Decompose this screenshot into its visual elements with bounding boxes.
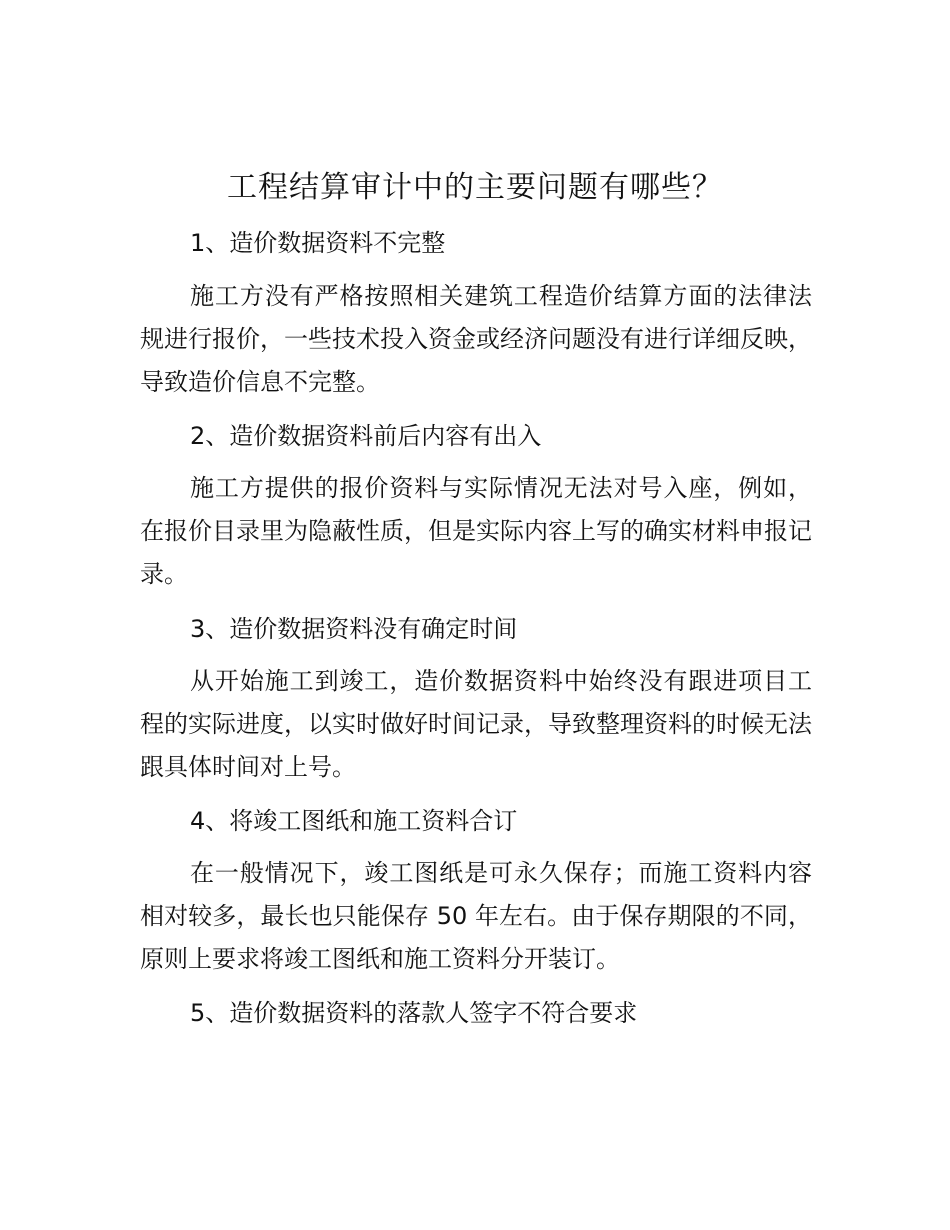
section-heading-1: 1、造价数据资料不完整 bbox=[190, 229, 446, 257]
section-heading-4: 4、将竣工图纸和施工资料合订 bbox=[190, 807, 518, 835]
document-title: 工程结算审计中的主要问题有哪些？ bbox=[227, 170, 723, 205]
section-paragraph-2: 施工方提供的报价资料与实际情况无法对号入座，例如，在报价目录里为隐蔽性质，但是实际内容上写的确实材料申报记录。 bbox=[140, 474, 812, 588]
section-paragraph-1: 施工方没有严格按照相关建筑工程造价结算方面的法律法规进行报价，一些技术投入资金或经济问题没有进行详细反映，导致造价信息不完整。 bbox=[140, 282, 812, 396]
section-heading-5: 5、造价数据资料的落款人签字不符合要求 bbox=[190, 999, 638, 1027]
section-paragraph-3: 从开始施工到竣工，造价数据资料中始终没有跟进项目工程的实际进度，以实时做好时间记录，导致整理资料的时候无法跟具体时间对上号。 bbox=[140, 667, 812, 781]
section-heading-2: 2、造价数据资料前后内容有出入 bbox=[190, 422, 542, 450]
section-heading-3: 3、造价数据资料没有确定时间 bbox=[190, 615, 518, 643]
section-paragraph-4: 在一般情况下，竣工图纸是可永久保存；而施工资料内容相对较多，最长也只能保存 50 年左右。由于保存期限的不同，原则上要求将竣工图纸和施工资料分开装订。 bbox=[140, 859, 812, 973]
